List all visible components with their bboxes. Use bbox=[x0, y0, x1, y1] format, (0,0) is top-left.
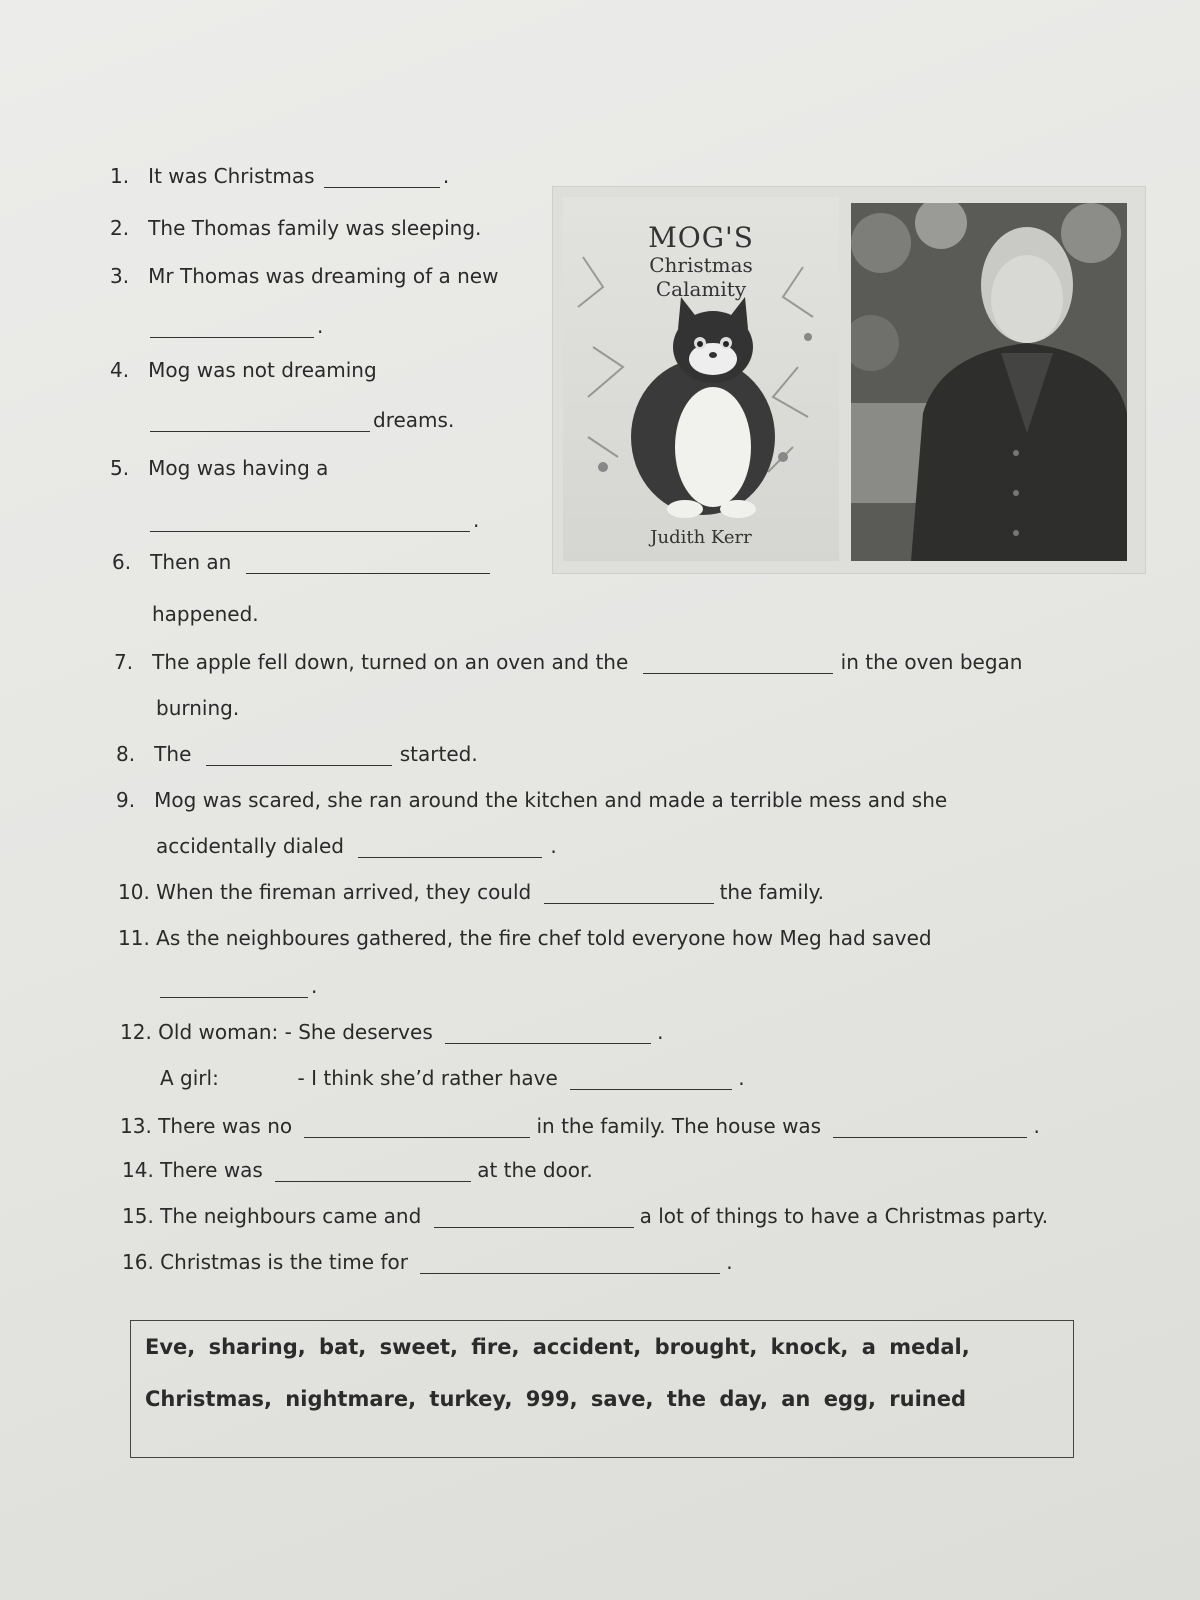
book-author: Judith Kerr bbox=[650, 527, 752, 548]
question-12 bbox=[120, 1020, 663, 1044]
word-bank-item: the day, bbox=[666, 1387, 768, 1411]
word-bank-item: nightmare, bbox=[285, 1387, 417, 1411]
question-text: The neighbours came and bbox=[160, 1204, 422, 1228]
answer-blank[interactable] bbox=[643, 653, 833, 674]
question-6 bbox=[112, 550, 493, 574]
question-text: Then an bbox=[150, 550, 232, 574]
word-bank-item: turkey, bbox=[429, 1387, 513, 1411]
question-number: 11. bbox=[118, 926, 150, 950]
word-bank-item: save, bbox=[590, 1387, 654, 1411]
word-bank-item: a medal, bbox=[861, 1335, 970, 1359]
question-12-continuation bbox=[160, 1066, 745, 1090]
book-title-line-1: MOG'S bbox=[648, 221, 754, 254]
question-5-continuation bbox=[150, 508, 479, 532]
answer-blank[interactable] bbox=[570, 1069, 732, 1090]
book-cover-image bbox=[552, 186, 1146, 574]
question-6-continuation bbox=[152, 602, 259, 626]
question-number: 16. bbox=[122, 1250, 154, 1274]
question-5 bbox=[110, 456, 328, 480]
question-text: Mog was having a bbox=[148, 456, 329, 480]
question-text: The apple fell down, turned on an oven and the bbox=[152, 650, 629, 674]
question-9 bbox=[116, 788, 947, 812]
question-text: It was Christmas bbox=[148, 164, 315, 188]
question-text-end: . bbox=[442, 164, 450, 188]
question-text: Mog was scared, she ran around the kitchen and made a terrible mess and she bbox=[154, 788, 948, 812]
question-11-continuation bbox=[160, 974, 317, 998]
question-text-end: . bbox=[550, 834, 557, 858]
question-text: Old woman: - She deserves bbox=[158, 1020, 433, 1044]
question-text: accidentally dialed bbox=[156, 834, 344, 858]
question-14 bbox=[122, 1158, 593, 1182]
answer-blank[interactable] bbox=[324, 167, 440, 188]
word-bank-item: an egg, bbox=[781, 1387, 876, 1411]
question-number: 7. bbox=[114, 650, 134, 674]
question-9-continuation bbox=[156, 834, 557, 858]
question-number: 6. bbox=[112, 550, 132, 574]
question-number: 9. bbox=[116, 788, 136, 812]
question-text-end: . bbox=[726, 1250, 733, 1274]
question-text-end: dreams. bbox=[373, 408, 455, 432]
answer-blank[interactable] bbox=[206, 745, 392, 766]
question-text-end: a lot of things to have a Christmas party. bbox=[639, 1204, 1049, 1228]
question-text: burning. bbox=[156, 696, 240, 720]
question-16 bbox=[122, 1250, 733, 1274]
word-bank-item: sharing, bbox=[208, 1335, 306, 1359]
word-bank-item: knock, bbox=[770, 1335, 849, 1359]
answer-blank[interactable] bbox=[434, 1207, 634, 1228]
question-text: happened. bbox=[152, 602, 259, 626]
question-10 bbox=[118, 880, 824, 904]
question-7-continuation bbox=[156, 696, 239, 720]
answer-blank[interactable] bbox=[150, 317, 314, 338]
question-text: Christmas is the time for bbox=[160, 1250, 408, 1274]
question-text-end: . bbox=[473, 508, 480, 532]
speaker-label: A girl: bbox=[160, 1066, 219, 1090]
word-bank-item: accident, bbox=[532, 1335, 642, 1359]
question-number: 14. bbox=[122, 1158, 154, 1182]
question-number: 5. bbox=[110, 456, 130, 480]
question-7 bbox=[114, 650, 1022, 674]
word-bank-item: ruined bbox=[889, 1387, 967, 1411]
question-text: When the fireman arrived, they could bbox=[156, 880, 532, 904]
question-number: 8. bbox=[116, 742, 136, 766]
answer-blank[interactable] bbox=[150, 511, 470, 532]
word-bank-item: fire, bbox=[471, 1335, 520, 1359]
answer-blank[interactable] bbox=[445, 1023, 651, 1044]
question-text-end: . bbox=[657, 1020, 664, 1044]
word-bank-item: brought, bbox=[654, 1335, 758, 1359]
answer-blank[interactable] bbox=[304, 1117, 530, 1138]
answer-blank[interactable] bbox=[544, 883, 714, 904]
question-text: - I think she’d rather have bbox=[297, 1066, 558, 1090]
question-text-end: . bbox=[311, 974, 318, 998]
question-text-end: in the oven began bbox=[840, 650, 1023, 674]
question-number: 4. bbox=[110, 358, 130, 382]
question-text-end: at the door. bbox=[477, 1158, 593, 1182]
word-bank-line-1 bbox=[145, 1335, 970, 1359]
question-text-end: . bbox=[1033, 1114, 1040, 1138]
question-number: 13. bbox=[120, 1114, 152, 1138]
question-1 bbox=[110, 164, 449, 188]
answer-blank[interactable] bbox=[420, 1253, 720, 1274]
book-title-line-3: Calamity bbox=[655, 277, 747, 301]
question-text-end: . bbox=[738, 1066, 745, 1090]
question-number: 10. bbox=[118, 880, 150, 904]
answer-blank[interactable] bbox=[358, 837, 542, 858]
answer-blank[interactable] bbox=[150, 411, 370, 432]
cat-illustration bbox=[563, 197, 839, 561]
question-number: 12. bbox=[120, 1020, 152, 1044]
question-4 bbox=[110, 358, 377, 382]
author-photo-illustration bbox=[851, 203, 1127, 561]
question-4-continuation bbox=[150, 408, 454, 432]
question-3 bbox=[110, 264, 498, 288]
question-text-end: started. bbox=[399, 742, 478, 766]
question-text: Mr Thomas was dreaming of a new bbox=[148, 264, 499, 288]
book-title-line-2: Christmas bbox=[649, 253, 753, 277]
question-number: 1. bbox=[110, 164, 130, 188]
question-text: As the neighboures gathered, the fire chef told everyone how Meg had saved bbox=[156, 926, 932, 950]
question-2 bbox=[110, 216, 481, 240]
answer-blank[interactable] bbox=[275, 1161, 471, 1182]
question-text-end: . bbox=[317, 314, 324, 338]
question-text-end: the family. bbox=[719, 880, 825, 904]
question-15 bbox=[122, 1204, 1048, 1228]
book-cover bbox=[563, 197, 839, 561]
question-number: 15. bbox=[122, 1204, 154, 1228]
word-bank-item: Christmas, bbox=[145, 1387, 272, 1411]
word-bank bbox=[130, 1320, 1074, 1458]
question-8 bbox=[116, 742, 478, 766]
answer-blank[interactable] bbox=[246, 553, 490, 574]
word-bank-line-2 bbox=[145, 1387, 966, 1411]
word-bank-item: 999, bbox=[525, 1387, 578, 1411]
question-text: There was bbox=[160, 1158, 263, 1182]
word-bank-item: Eve, bbox=[145, 1335, 196, 1359]
question-number: 2. bbox=[110, 216, 130, 240]
question-text: There was no bbox=[158, 1114, 293, 1138]
question-text: The Thomas family was sleeping. bbox=[148, 216, 482, 240]
question-13 bbox=[120, 1114, 1040, 1138]
question-text: Mog was not dreaming bbox=[148, 358, 377, 382]
word-bank-item: sweet, bbox=[379, 1335, 458, 1359]
question-text-mid: in the family. The house was bbox=[536, 1114, 822, 1138]
question-text: The bbox=[154, 742, 192, 766]
question-11 bbox=[118, 926, 932, 950]
word-bank-item: bat, bbox=[319, 1335, 367, 1359]
question-number: 3. bbox=[110, 264, 130, 288]
question-3-continuation bbox=[150, 314, 323, 338]
author-photo bbox=[851, 203, 1127, 561]
answer-blank[interactable] bbox=[833, 1117, 1027, 1138]
answer-blank[interactable] bbox=[160, 977, 308, 998]
